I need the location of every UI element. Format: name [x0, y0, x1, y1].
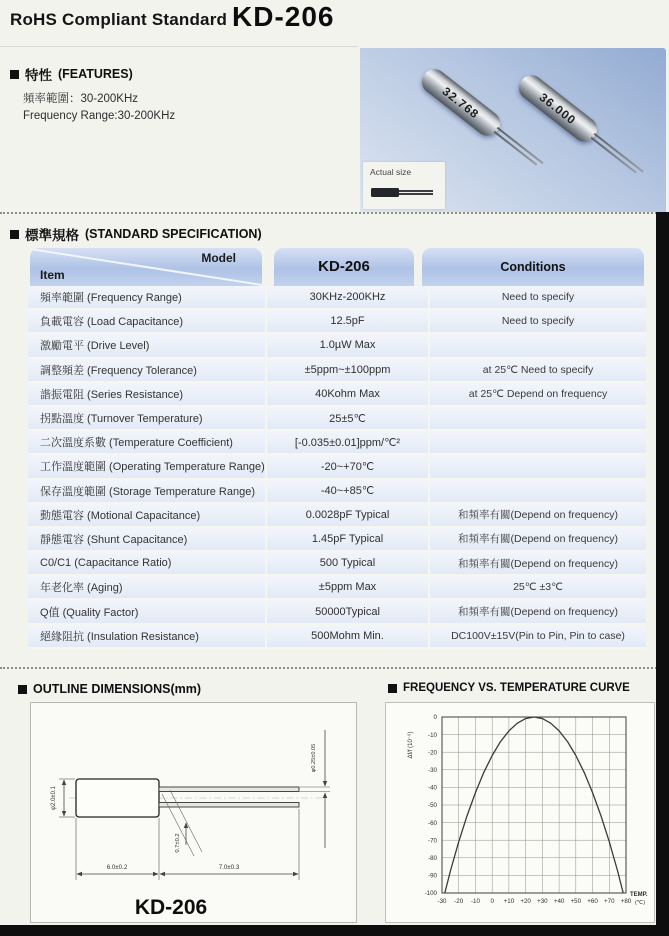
header-item-model-cell	[30, 248, 262, 286]
header-conditions-cell	[422, 248, 644, 286]
temp-curve-box	[385, 702, 655, 923]
actual-size-lead	[399, 193, 433, 195]
row-condition-cell: 和頻率有關(Depend on frequency)	[428, 528, 646, 550]
outline-drawing	[31, 703, 356, 922]
header-conditions-label: Conditions	[500, 260, 566, 274]
table-row	[28, 528, 646, 552]
body-diameter-dim: φ2.0±0.1	[51, 786, 57, 810]
row-condition-cell: 和頻率有關(Depend on frequency)	[428, 504, 646, 526]
table-row	[28, 407, 646, 431]
table-row	[28, 359, 646, 383]
table-row	[28, 431, 646, 455]
y-tick-label: -40	[428, 784, 437, 792]
section-square-icon	[388, 684, 397, 693]
temp-curve-chart	[386, 707, 654, 919]
row-item-cell: Q值 (Quality Factor)	[40, 606, 139, 619]
table-row	[28, 552, 646, 576]
row-item-cell: 工作溫度範圍 (Operating Temperature Range)	[40, 461, 265, 474]
x-axis-label: TEMP.	[630, 892, 648, 898]
y-tick-label: -60	[428, 819, 437, 827]
row-condition-cell: Need to specify	[428, 310, 646, 332]
row-value-cell: 40Kohm Max	[265, 383, 428, 405]
features-heading-cn: 特性	[25, 68, 52, 83]
row-condition-cell: DC100V±15V(Pin to Pin, Pin to case)	[428, 625, 646, 647]
page-edge-bottom	[0, 925, 669, 936]
row-condition-cell	[428, 480, 646, 502]
x-tick-label: -10	[470, 898, 480, 905]
frequency-range-cn: 頻率範圍：30-200KHz	[23, 93, 139, 105]
table-row	[28, 625, 646, 649]
row-item-cell: 諧振電阻 (Series Resistance)	[40, 388, 184, 401]
crystal-photo-2	[514, 70, 602, 146]
row-value-cell: 500Mohm Min.	[265, 625, 428, 647]
table-row	[28, 600, 646, 624]
outline-heading-text: OUTLINE DIMENSIONS(mm)	[33, 682, 202, 696]
features-heading	[10, 64, 133, 84]
row-condition-cell: 25℃ ±3℃	[428, 576, 646, 598]
row-value-cell: -40~+85℃	[265, 480, 428, 502]
header-model-value-cell	[274, 248, 414, 286]
y-tick-label: -20	[428, 749, 437, 757]
spec-table	[28, 248, 646, 649]
table-row	[28, 576, 646, 600]
row-condition-cell: at 25℃ Depend on frequency	[428, 383, 646, 405]
row-item-cell: 動態電容 (Motional Capacitance)	[40, 509, 201, 522]
x-tick-label: +40	[553, 898, 565, 905]
header-model-label: Model	[201, 251, 236, 265]
table-row	[28, 334, 646, 358]
row-item-cell: 保存溫度範圍 (Storage Temperature Range)	[40, 485, 255, 498]
x-tick-label: -20	[454, 898, 464, 905]
lead-diameter-dim: φ0.25±0.05	[311, 743, 317, 773]
row-value-cell: 50000Typical	[265, 600, 428, 622]
curve-heading	[388, 682, 630, 694]
x-tick-label: +10	[503, 898, 515, 905]
row-value-cell: ±5ppm Max	[265, 576, 428, 598]
crystal-1-lead	[497, 127, 544, 164]
crystal-2-lead	[591, 137, 637, 174]
x-tick-label: +20	[520, 898, 531, 905]
page-title: RoHS Compliant Standard	[10, 10, 228, 29]
row-condition-cell: 和頻率有關(Depend on frequency)	[428, 600, 646, 622]
crystal-2-frequency: 36.000	[536, 89, 580, 128]
crystal-1-frequency: 32.768	[439, 83, 483, 122]
table-row	[28, 310, 646, 334]
row-condition-cell: 和頻率有關(Depend on frequency)	[428, 552, 646, 574]
y-tick-label: -70	[428, 837, 437, 845]
row-condition-cell	[428, 431, 646, 453]
row-value-cell: [-0.035±0.01]ppm/℃²	[265, 431, 428, 453]
section-divider	[0, 667, 669, 669]
row-item-cell: 負載電容 (Load Capacitance)	[40, 316, 184, 329]
crystal-body-outline	[76, 779, 159, 817]
lead-upper	[159, 787, 299, 792]
y-tick-label: 0	[433, 714, 437, 722]
table-row	[28, 455, 646, 479]
model-number-title: KD-206	[232, 1, 335, 32]
row-item-cell: 頻率範圍 (Frequency Range)	[40, 292, 182, 305]
section-square-icon	[10, 70, 19, 79]
lead-lower	[159, 803, 299, 808]
crystal-2-lead	[594, 133, 644, 173]
actual-size-box	[363, 162, 445, 209]
row-value-cell: 25±5℃	[265, 407, 428, 429]
row-value-cell: ±5ppm~±100ppm	[265, 359, 428, 381]
y-tick-label: -100	[424, 890, 437, 898]
row-condition-cell	[428, 334, 646, 356]
x-tick-label: +60	[587, 898, 598, 905]
spec-table-header	[28, 248, 646, 286]
outline-drawing-box	[30, 702, 357, 923]
body-length-dim: 6.0±0.2	[106, 864, 128, 871]
section-divider	[0, 212, 669, 214]
section-square-icon	[18, 685, 27, 694]
lead-length-dim: 7.0±0.3	[218, 864, 240, 871]
spec-heading-en: (STANDARD SPECIFICATION)	[85, 227, 262, 241]
row-value-cell: -20~+70℃	[265, 455, 428, 477]
actual-size-lead	[399, 190, 433, 192]
y-tick-label: -90	[428, 872, 437, 880]
row-item-cell: 靜態電容 (Shunt Capacitance)	[40, 533, 188, 546]
row-item-cell: 調整頻差 (Frequency Tolerance)	[40, 364, 197, 377]
table-row	[28, 480, 646, 504]
row-value-cell: 12.5pF	[265, 310, 428, 332]
y-tick-label: -30	[428, 767, 437, 774]
lead-gap-dim: 0.7±0.2	[175, 833, 181, 853]
section-square-icon	[10, 230, 19, 239]
row-value-cell: 1.45pF Typical	[265, 528, 428, 550]
x-tick-label: -30	[437, 898, 447, 905]
actual-size-crystal-icon	[371, 188, 399, 197]
row-value-cell: 1.0µW Max	[265, 334, 428, 356]
header-item-label: Item	[40, 268, 65, 282]
x-axis-unit-label: (℃)	[635, 900, 646, 906]
actual-size-label: Actual size	[370, 167, 412, 177]
header-model-value: KD-206	[318, 258, 370, 275]
spec-heading-cn: 標準規格	[25, 228, 79, 243]
y-tick-label: -50	[428, 802, 437, 810]
crystal-photo-1	[417, 64, 505, 140]
row-condition-cell: at 25℃ Need to specify	[428, 359, 646, 381]
curve-heading-text: FREQUENCY VS. TEMPERATURE CURVE	[403, 682, 630, 694]
crystal-1-lead	[494, 131, 538, 166]
spec-table-body	[28, 286, 646, 649]
row-condition-cell: Need to specify	[428, 286, 646, 308]
x-tick-label: +30	[537, 898, 548, 905]
row-item-cell: C0/C1 (Capacitance Ratio)	[40, 557, 172, 570]
row-condition-cell	[428, 455, 646, 477]
row-value-cell: 0.0028pF Typical	[265, 504, 428, 526]
row-condition-cell	[428, 407, 646, 429]
page-edge-right	[656, 212, 669, 936]
x-tick-label: 0	[490, 898, 494, 905]
product-photo	[360, 48, 666, 212]
row-item-cell: 拐點溫度 (Turnover Temperature)	[40, 413, 203, 426]
spec-heading	[10, 224, 262, 244]
row-item-cell: 絕緣阻抗 (Insulation Resistance)	[40, 630, 199, 643]
outline-heading	[18, 682, 201, 696]
header-divider	[0, 46, 358, 47]
row-item-cell: 年老化率 (Aging)	[40, 582, 123, 595]
row-value-cell: 500 Typical	[265, 552, 428, 574]
x-tick-label: +70	[604, 898, 615, 905]
table-row	[28, 504, 646, 528]
table-row	[28, 286, 646, 310]
row-item-cell: 二次溫度系數 (Temperature Coefficient)	[40, 437, 233, 450]
x-tick-label: +50	[570, 898, 582, 905]
row-value-cell: 30KHz-200KHz	[265, 286, 428, 308]
row-item-cell: 激勵電平 (Drive Level)	[40, 340, 150, 353]
outline-model-label: KD-206	[134, 896, 208, 919]
y-tick-label: -10	[428, 731, 437, 739]
x-tick-label: +80	[620, 898, 632, 905]
y-axis-label: Δf/f (10⁻⁶)	[408, 731, 414, 759]
features-heading-en: (FEATURES)	[58, 67, 133, 81]
table-row	[28, 383, 646, 407]
y-tick-label: -80	[428, 855, 437, 862]
frequency-range-en: Frequency Range:30-200KHz	[23, 110, 176, 122]
